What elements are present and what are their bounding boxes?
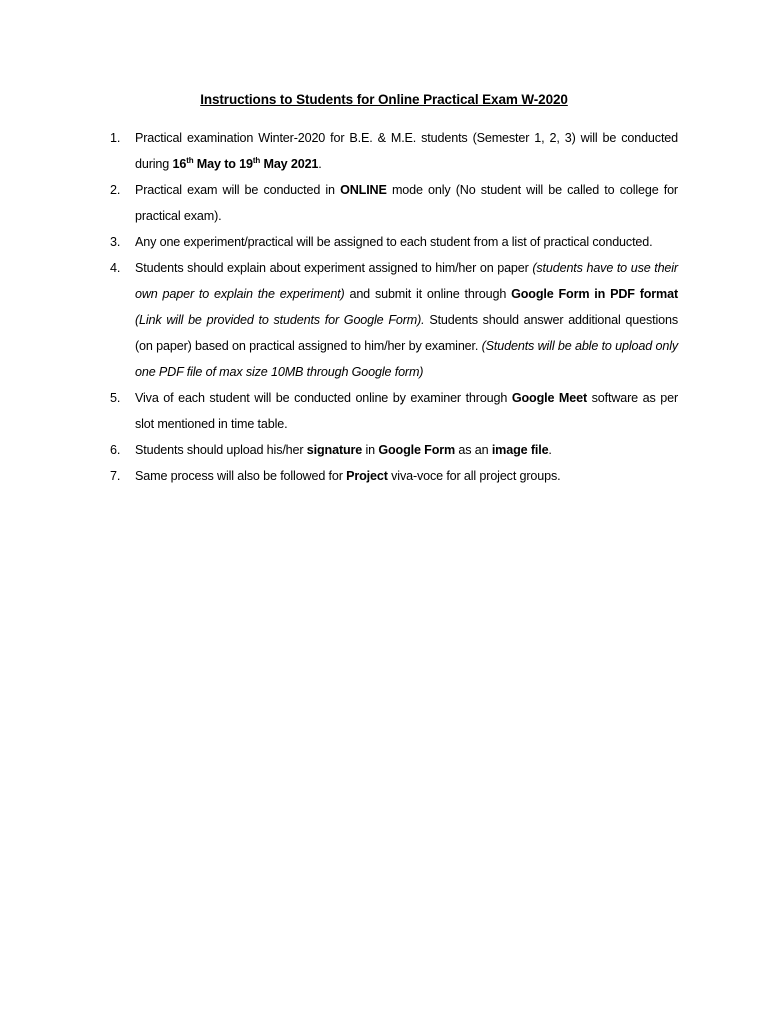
item-text: as an [455,443,492,457]
item-text-bold: 16th May to 19th May 2021 [172,155,319,171]
item-number: 6. [110,443,121,457]
item-text-bold: Google Form [378,443,456,457]
item-text-bold: Google Meet [511,391,588,405]
list-item [110,385,678,437]
item-text: Students should explain about experiment assigned to him/her on paper [135,261,533,275]
item-text-bold: ONLINE [340,183,387,197]
item-text: Students should upload his/her [135,443,307,457]
item-text: Students should answer additional questions (on paper) based on practical assigned to him/her by examiner. [135,313,678,353]
instruction-list [110,125,678,489]
item-text-italic: (Link will be provided to students for Google Form). [135,313,425,327]
item-text-italic: (Students will be able to upload only one PDF file of max size 10MB through Google form) [135,339,678,379]
item-text: Practical exam will be conducted in [135,183,341,197]
item-text: viva-voce for all project groups. [387,469,561,483]
item-text-bold: image file [491,443,549,457]
item-number: 4. [110,261,121,275]
item-text: . [548,443,552,457]
item-text: . [318,157,322,171]
item-text: Same process will also be followed for [135,469,347,483]
item-number: 3. [110,235,121,249]
item-text-bold: Google Form in PDF format [511,287,678,301]
list-item [110,177,678,229]
list-item [110,463,678,489]
item-text: and submit it online through [344,287,512,301]
item-text: software as per slot mentioned in time table. [135,391,678,431]
list-item [110,437,678,463]
item-text: mode only (No student will be called to college for practical exam). [135,183,678,223]
item-number: 7. [110,469,121,483]
item-text-italic: (students have to use their own paper to explain the experiment) [135,261,678,301]
item-text: Any one experiment/practical will be assigned to each student from a list of practical conducted. [135,235,653,249]
list-item [110,255,678,385]
item-text-bold: Project [346,469,388,483]
document-title: Instructions to Students for Online Practical Exam W-2020 [200,92,568,107]
item-number: 1. [110,131,121,145]
item-text: Viva of each student will be conducted online by examiner through [135,391,512,405]
list-item [110,229,678,255]
item-number: 5. [110,391,121,405]
item-text: Practical examination Winter-2020 for B.E. & M.E. students (Semester 1, 2, 3) will be conducted during [135,131,678,171]
item-text: in [362,443,379,457]
item-number: 2. [110,183,121,197]
item-text-bold: signature [306,443,363,457]
list-item [110,125,678,177]
